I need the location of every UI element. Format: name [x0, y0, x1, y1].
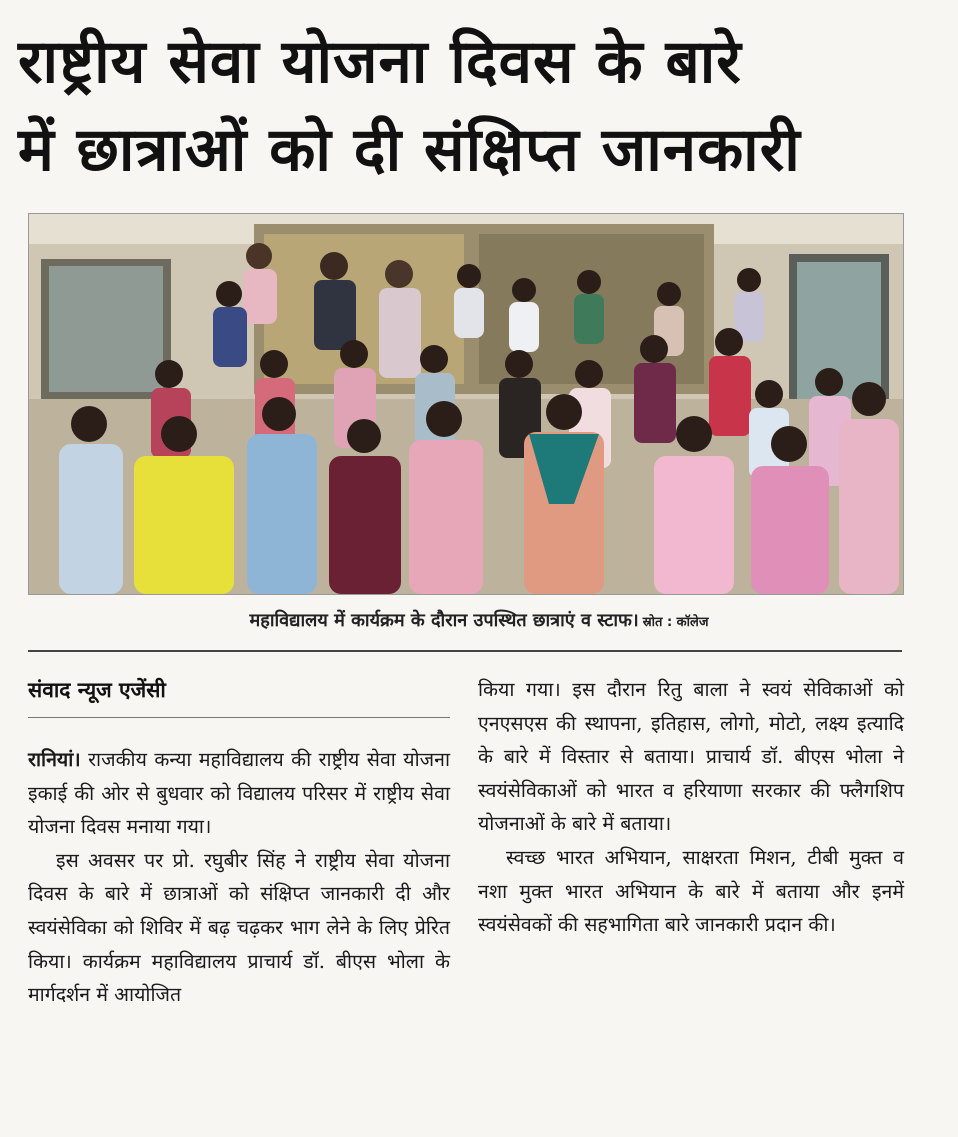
headline	[18, 18, 940, 194]
group-photo-illustration	[29, 214, 903, 594]
article-column-left	[28, 743, 450, 1012]
article-paragraph-4: स्वच्छ भारत अभियान, साक्षरता मिशन, टीबी मुक्त व नशा मुक्त भारत अभियान के बारे में बताया और इनमें स्वयंसेवकों की सहभागिता बारे जानकारी प्रदान की।	[478, 845, 904, 937]
headline-line-2: में छात्राओं को दी संक्षिप्त जानकारी	[18, 115, 801, 185]
article-paragraph-2: इस अवसर पर प्रो. रघुबीर सिंह ने राष्ट्रीय सेवा योजना दिवस के बारे में छात्राओं को संक्षिप्त जानकारी दी और स्वयंसेविका को शिविर में बढ़ चढ़कर भाग लेने के लिए प्रेरित किया। कार्यक्रम महाविद्यालय प्राचार्य डॉ. बीएस भोला के मार्गदर्शन में आयोजित	[28, 848, 450, 1007]
photo-caption	[0, 608, 958, 632]
article-paragraph-3: किया गया। इस दौरान रितु बाला ने स्वयं सेविकाओं को एनएसएस की स्थापना, इतिहास, लोगो, मोटो, लक्ष्य इत्यादि के बारे में विस्तार से बताया। प्राचार्य डॉ. बीएस भोला ने स्वयंसेविकाओं को भारत व हरियाणा सरकार की फ्लैगशिप योजनाओं के बारे में बताया।	[478, 678, 904, 836]
headline-line-1: राष्ट्रीय सेवा योजना दिवस के बारे	[18, 27, 742, 97]
group-photo	[28, 213, 904, 595]
caption-source: स्रोत : कॉलेज	[642, 615, 709, 630]
article-column-right	[478, 673, 904, 942]
byline-divider	[28, 717, 450, 718]
byline: संवाद न्यूज एजेंसी	[28, 678, 166, 702]
divider	[28, 650, 902, 652]
dateline: रानियां।	[28, 748, 81, 771]
paragraph-1-text: राजकीय कन्या महाविद्यालय की राष्ट्रीय सेवा योजना इकाई की ओर से बुधवार को विद्यालय परिसर में राष्ट्रीय सेवा योजना दिवस मनाया गया।	[28, 748, 450, 839]
article-paragraph-1	[28, 743, 450, 844]
caption-text: महाविद्यालय में कार्यक्रम के दौरान उपस्थित छात्राएं व स्टाफ।	[249, 610, 639, 631]
